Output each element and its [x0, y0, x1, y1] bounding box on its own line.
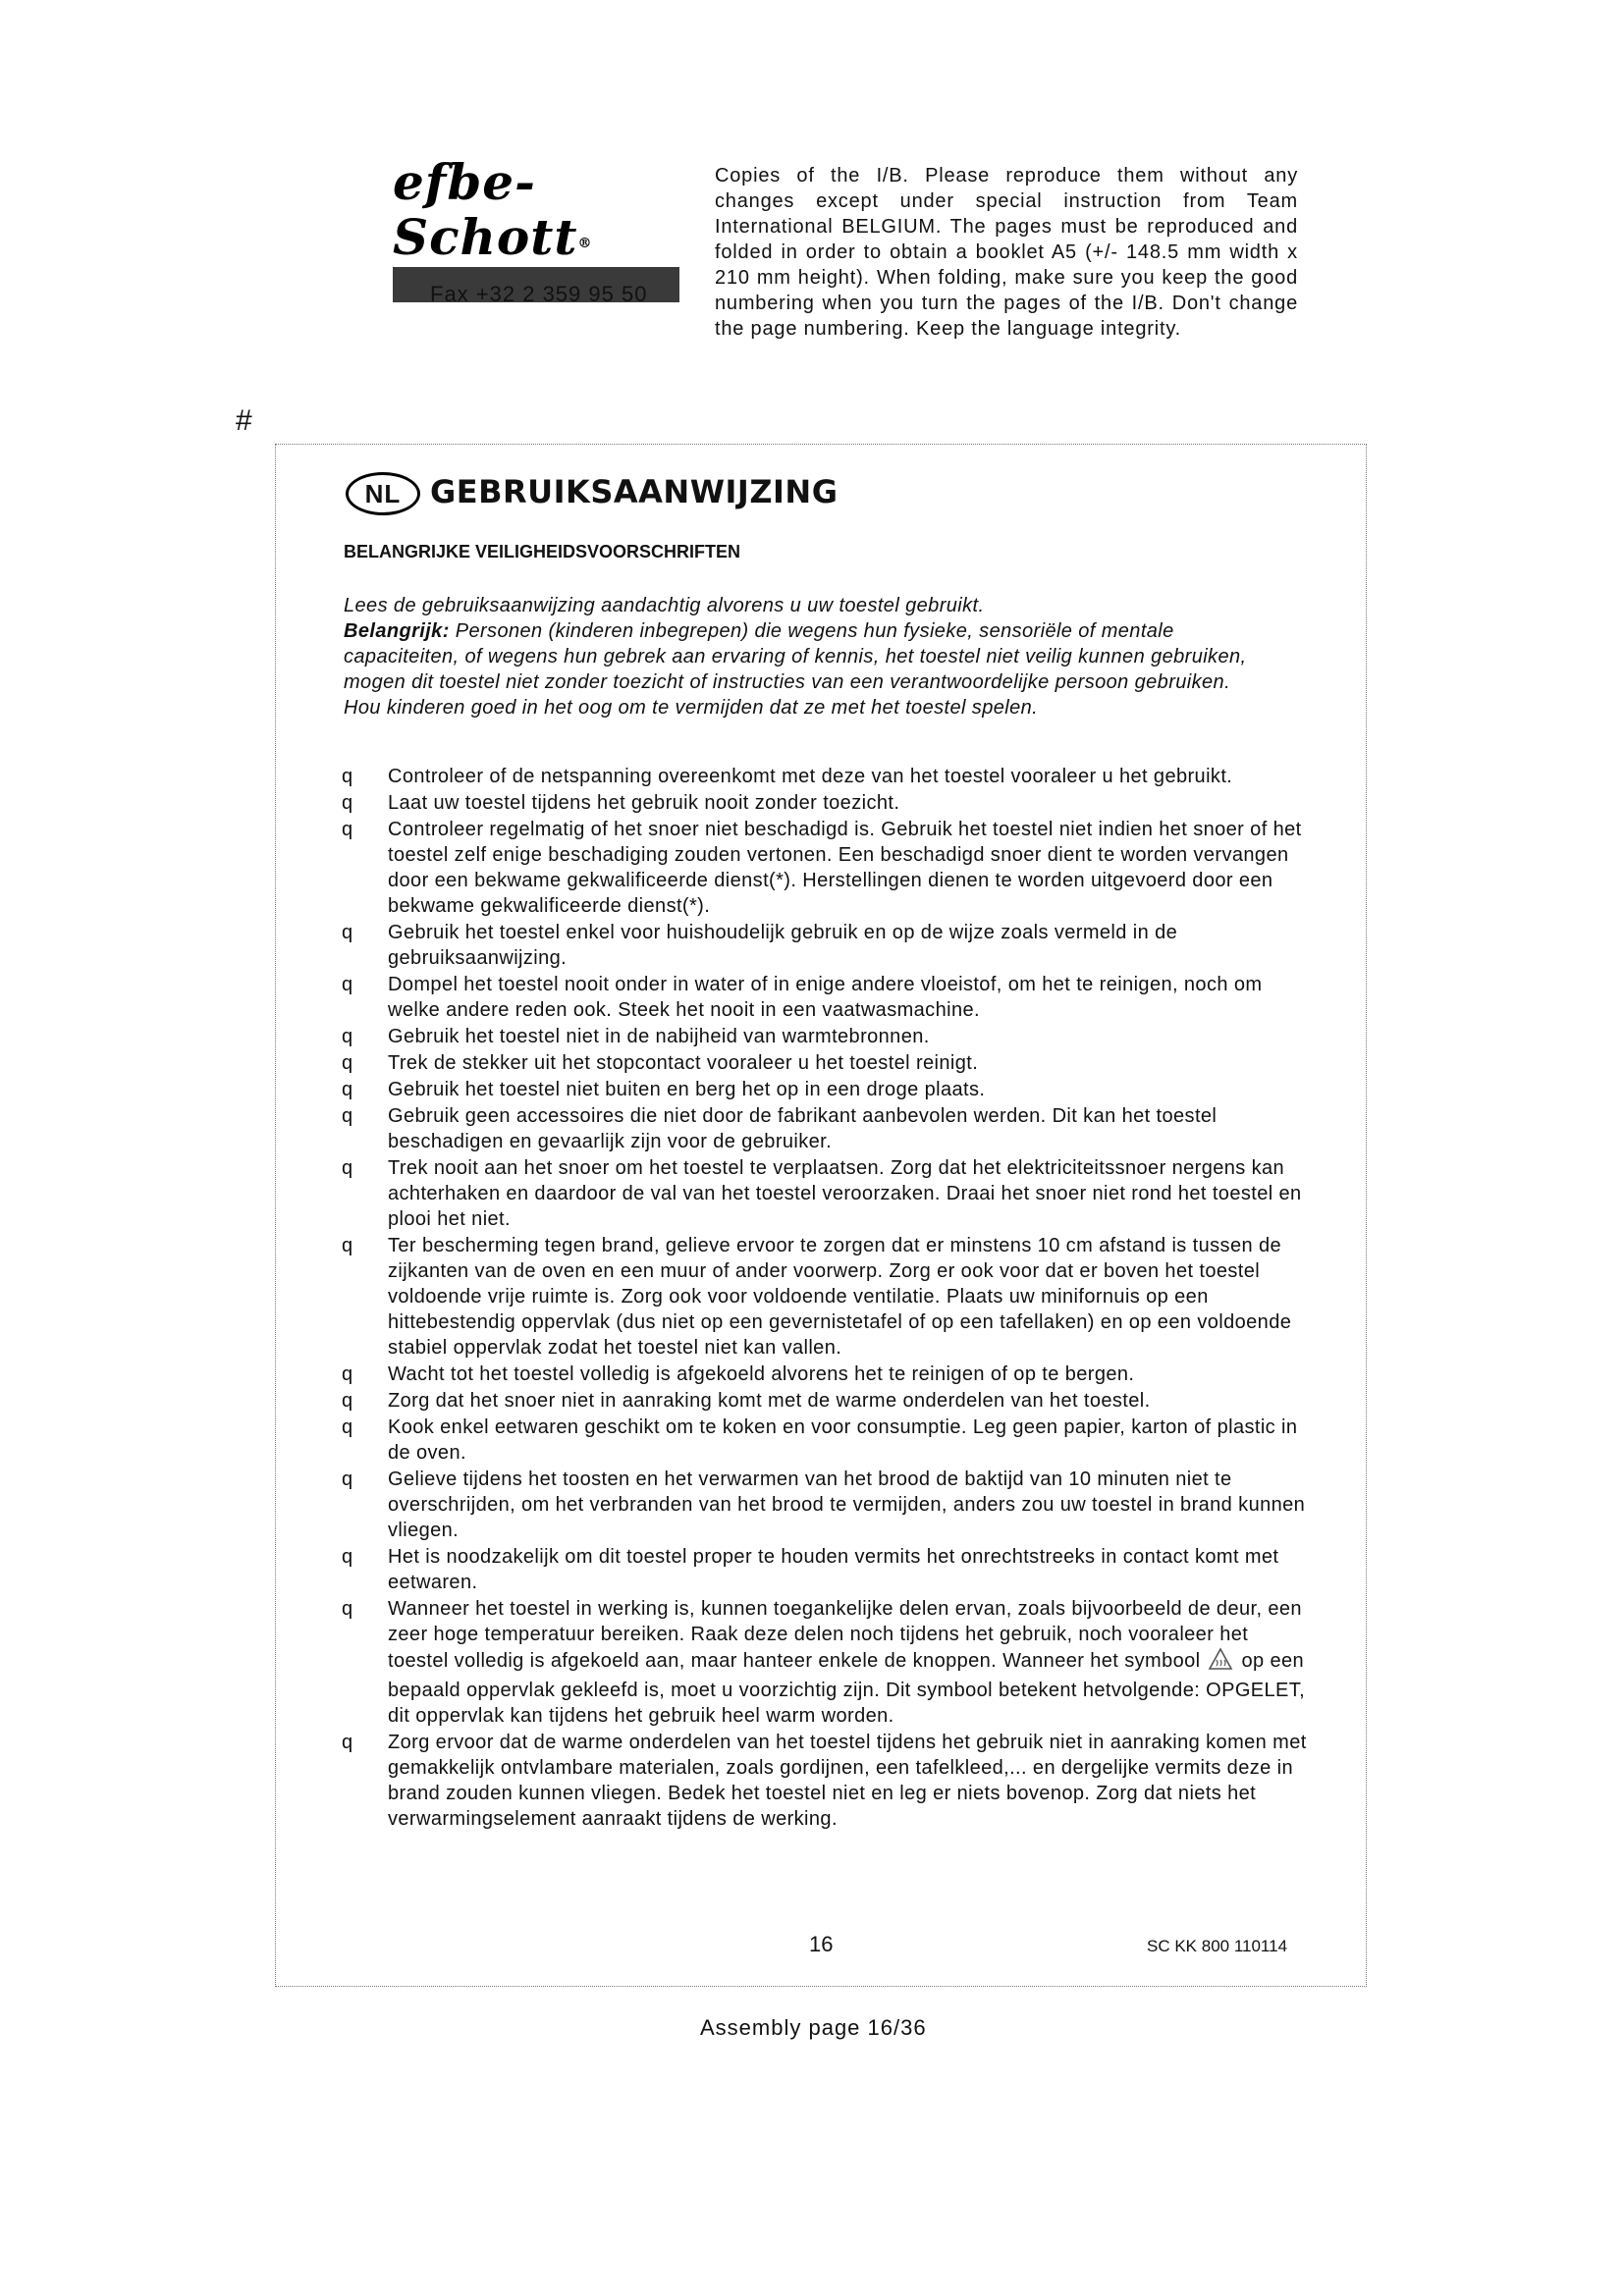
brand-logo: [393, 155, 687, 302]
page-marker: #: [236, 404, 252, 437]
bullet: q: [342, 1157, 353, 1179]
important-text: Personen (kinderen inbegrepen) die wegens hun fysieke, sensoriële of mentale capaciteiten, of wegens hun gebrek aan ervaring of kennis, het toestel niet veilig kunnen gebruiken, mogen dit toestel niet zonder toezicht of instructies van een verantwoordelijke persoon gebruiken. Hou kinderen goed in het oog om te vermijden dat ze met het toestel spelen.: [344, 620, 1247, 719]
bullet: q: [342, 1052, 353, 1074]
bullet: q: [342, 1546, 353, 1568]
hot-surface-warning-icon: [1208, 1647, 1233, 1678]
bullet: q: [342, 1079, 353, 1100]
reproduction-instructions: Copies of the I/B. Please reproduce them without any changes except under special instruction from Team International BELGIUM. The pages must be reproduced and folded in order to obtain a booklet A5 (+/- 148.5 mm width x 210 mm height). When folding, make sure you keep the good numbering when you turn the pages of the I/B. Don't change the page numbering. Keep the language integrity.: [715, 165, 1298, 340]
bullet: q: [342, 766, 353, 787]
list-item: q Zorg ervoor dat de warme onderdelen van het toestel tijdens het gebruik niet in aanraking komen met gemakkelijk ontvlambare materialen, zoals gordijnen, een tafelkleed,... en dergelijke vermits deze in brand zouden kunnen vliegen. Bedek het toestel niet en leg er niets bovenop. Zorg dat niets het verwarmingselement aanraakt tijdens de werking.: [342, 1732, 1307, 1830]
list-item: q Trek de stekker uit het stopcontact vooraleer u het toestel reinigt.: [342, 1052, 979, 1074]
important-label: Belangrijk:: [344, 620, 450, 642]
list-item: q Trek nooit aan het snoer om het toestel te verplaatsen. Zorg dat het elektriciteitssnoer nergens kan achterhaken en daardoor de val van het toestel veroorzaken. Draai het snoer niet rond het toestel en plooi het niet.: [342, 1157, 1302, 1230]
intro-line: Lees de gebruiksaanwijzing aandachtig alvorens u uw toestel gebruikt.: [344, 595, 985, 616]
bullet: q: [342, 974, 353, 995]
list-item: q Gebruik het toestel enkel voor huishoudelijk gebruik en op de wijze zoals vermeld in de gebruiksaanwijzing.: [342, 922, 1178, 969]
section-heading: BELANGRIJKE VEILIGHEIDSVOORSCHRIFTEN: [344, 542, 741, 561]
page-title: GEBRUIKSAANWIJZING: [430, 473, 839, 510]
bullet: q: [342, 1363, 353, 1385]
list-item: q Controleer regelmatig of het snoer niet beschadigd is. Gebruik het toestel niet indien het snoer of het toestel zelf enige beschadiging zouden vertonen. Een beschadigd snoer dient te worden vervangen door een bekwame gekwalificeerde dienst(*). Herstellingen dienen te worden uitgevoerd door een bekwame gekwalificeerde dienst(*).: [342, 819, 1302, 917]
list-item: q Het is noodzakelijk om dit toestel proper te houden vermits het onrechtstreeks in contact komt met eetwaren.: [342, 1546, 1279, 1593]
page-number: 16: [809, 1932, 834, 1956]
fax-number: Fax +32 2 359 95 50: [430, 282, 648, 306]
list-item: q Gebruik het toestel niet buiten en berg het op in een droge plaats.: [342, 1079, 986, 1100]
list-item: q Dompel het toestel nooit onder in water of in enige andere vloeistof, om het te reinigen, noch om welke andere reden ook. Steek het nooit in een vaatwasmachine.: [342, 974, 1263, 1021]
list-item: q Laat uw toestel tijdens het gebruik nooit zonder toezicht.: [342, 792, 900, 814]
bullet: q: [342, 922, 353, 943]
bullet: q: [342, 792, 353, 814]
list-item: q Kook enkel eetwaren geschikt om te koken en voor consumptie. Leg geen papier, karton of plastic in de oven.: [342, 1416, 1298, 1464]
list-item-hot-surface: q Wanneer het toestel in werking is, kunnen toegankelijke delen ervan, zoals bijvoorbeeld de deur, een zeer hoge temperatuur bereiken. Raak deze delen noch tijdens het gebruik, noch vooraleer het toestel volledig is afgekoeld aan, maar hanteer enkele de knoppen. Wanneer het symbool op een bepaald oppervlak gekleefd is, moet u voorzichtig zijn. Dit symbool betekent hetvolgende: OPGELET, dit oppervlak kan tijdens het gebruik heel warm worden.: [342, 1598, 1306, 1727]
bullet: q: [342, 1468, 353, 1490]
bullet: q: [342, 819, 353, 840]
list-item: q Wacht tot het toestel volledig is afgekoeld alvorens het te reinigen of op te bergen.: [342, 1363, 1135, 1385]
list-item: q Gebruik het toestel niet in de nabijheid van warmtebronnen.: [342, 1026, 930, 1047]
assembly-page-label: Assembly page 16/36: [700, 2015, 927, 2040]
bullet: q: [342, 1598, 353, 1620]
bullet: q: [342, 1416, 353, 1438]
bullet: q: [342, 1732, 353, 1753]
bullet: q: [342, 1390, 353, 1412]
list-item: q Gelieve tijdens het toosten en het verwarmen van het brood de baktijd van 10 minuten niet te overschrijden, om het verbranden van het brood te vermijden, anders zou uw toestel in brand kunnen vliegen.: [342, 1468, 1306, 1541]
document-code: SC KK 800 110114: [1147, 1937, 1288, 1955]
brand-wordmark: efbe-Schott®: [393, 153, 593, 266]
language-badge: NL: [346, 472, 420, 515]
bullet: q: [342, 1235, 353, 1256]
list-item: q Ter bescherming tegen brand, gelieve ervoor te zorgen dat er minstens 10 cm afstand is tussen de zijkanten van de oven en een muur of ander voorwerp. Zorg er ook voor dat er boven het toestel voldoende vrije ruimte is. Zorg ook voor voldoende ventilatie. Plaats uw minifornuis op een hittebestendig oppervlak (dus niet op een gevernistetafel of op een tafellaken) en op een voldoende stabiel oppervlak zodat het toestel niet kan vallen.: [342, 1235, 1292, 1359]
list-item: q Controleer of de netspanning overeenkomt met deze van het toestel vooraleer u het gebruikt.: [342, 766, 1233, 787]
list-item: q Zorg dat het snoer niet in aanraking komt met de warme onderdelen van het toestel.: [342, 1390, 1151, 1412]
intro-paragraph: [344, 593, 1257, 721]
bullet: q: [342, 1026, 353, 1047]
list-item: q Gebruik geen accessoires die niet door de fabrikant aanbevolen werden. Dit kan het toestel beschadigen en gevaarlijk zijn voor de gebruiker.: [342, 1105, 1218, 1152]
safety-rules-list: [342, 764, 1314, 1833]
bullet: q: [342, 1105, 353, 1127]
